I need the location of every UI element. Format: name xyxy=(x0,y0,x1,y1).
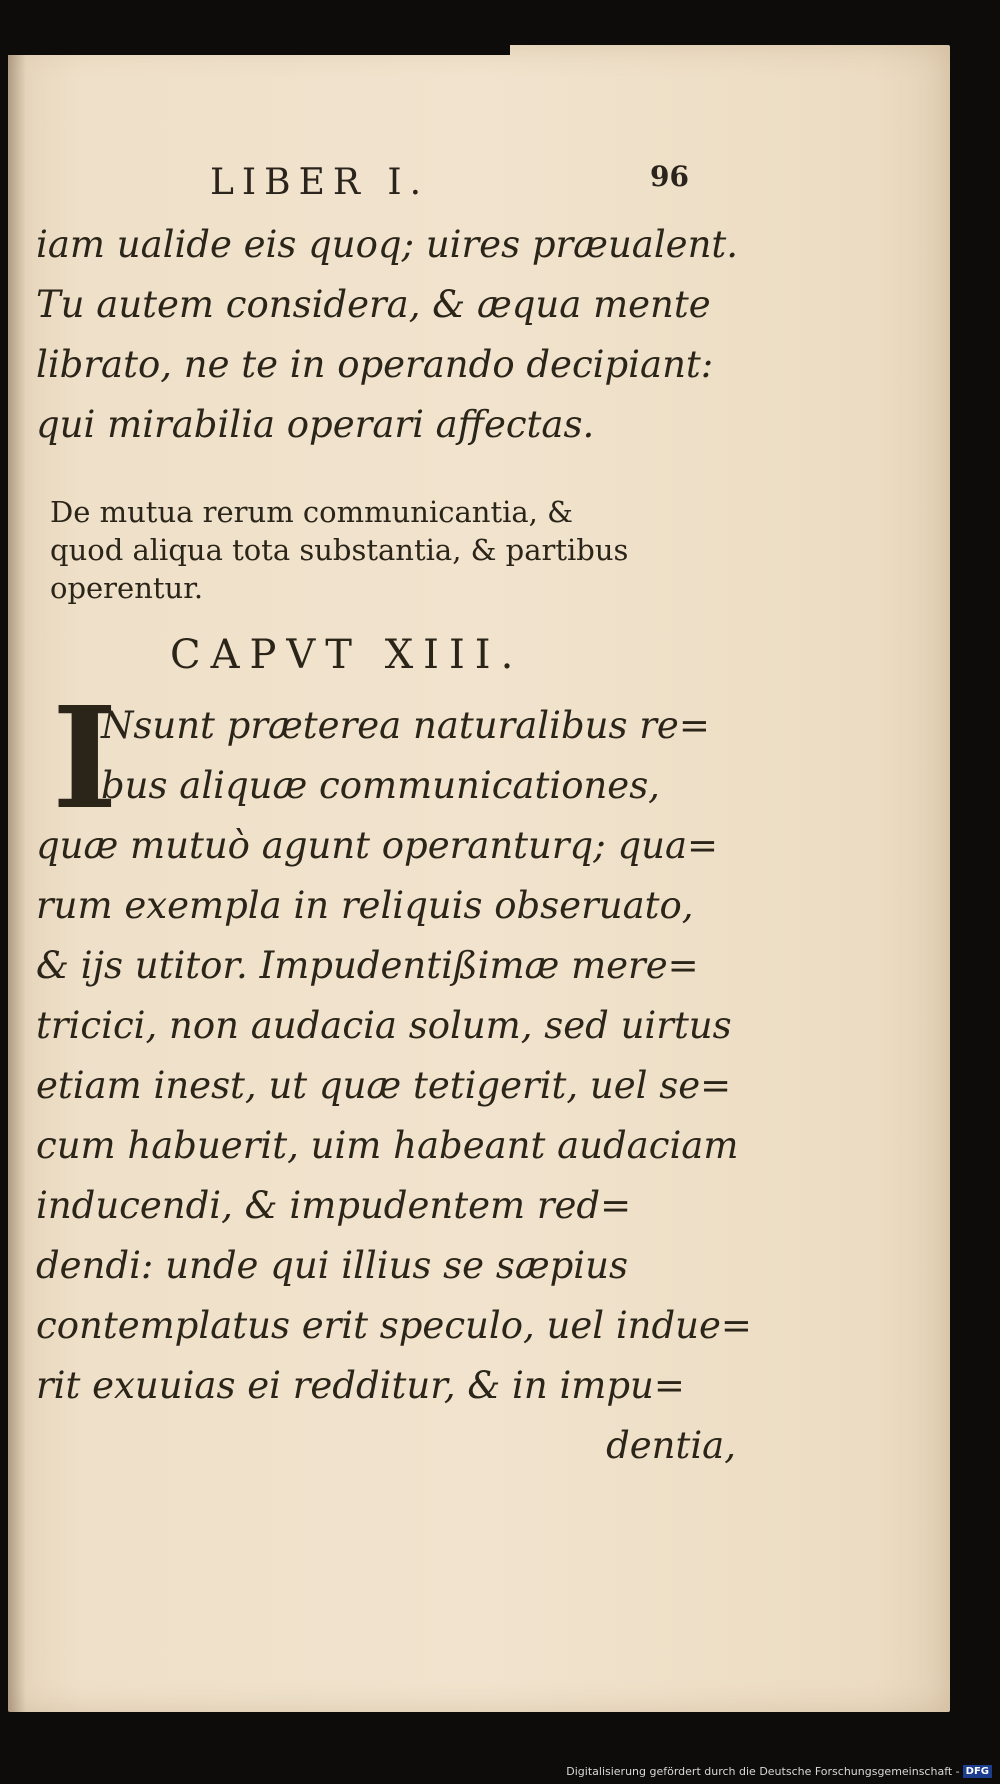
chapter-title: CAPVT XIII. xyxy=(170,632,524,678)
text-line: quæ mutuò agunt operanturq; qua= xyxy=(36,824,719,867)
chapter-body xyxy=(36,677,752,1476)
text-line: Tu autem considera, & æqua mente xyxy=(36,283,711,326)
text-line: rum exempla in reliquis obseruato, xyxy=(36,884,694,927)
text-line: etiam inest, ut quæ tetigerit, uel se= xyxy=(36,1064,732,1107)
credit-text: Digitalisierung gefördert durch die Deutsche Forschungsgemeinschaft - xyxy=(566,1765,960,1778)
text-line: tricici, non audacia solum, sed uirtus xyxy=(36,1004,732,1047)
catchword: dentia, xyxy=(606,1424,736,1467)
text-line: contemplatus erit speculo, uel indue= xyxy=(36,1304,752,1347)
text-line: librato, ne te in operando decipiant: xyxy=(36,343,714,386)
running-head: LIBER I. xyxy=(210,162,430,203)
text-line: bus aliquæ communicationes, xyxy=(101,764,660,807)
text-line: & ijs utitor. Impudentißimæ mere= xyxy=(36,944,699,987)
text-line: dendi: unde qui illius se sæpius xyxy=(36,1244,628,1287)
rubric-line: operentur. xyxy=(50,571,204,605)
text-line: inducendi, & impudentem red= xyxy=(36,1184,632,1227)
text-line: rit exuuias ei redditur, & in impu= xyxy=(36,1364,685,1407)
text-line: Nsunt præterea naturalibus re= xyxy=(101,704,710,747)
top-paragraph xyxy=(36,215,738,455)
rubric-line: De mutua rerum communicantia, & xyxy=(50,495,573,529)
dfg-logo: DFG xyxy=(963,1765,992,1778)
text-line: qui mirabilia operari affectas. xyxy=(36,403,595,446)
page-number: 96 xyxy=(650,160,689,193)
text-line: cum habuerit, uim habeant audaciam xyxy=(36,1124,739,1167)
page-edge-notch xyxy=(8,45,510,55)
chapter-rubric xyxy=(50,493,628,607)
digitization-credit xyxy=(566,1765,992,1778)
text-line: iam ualide eis quoq; uires præualent. xyxy=(36,223,739,266)
rubric-line: quod aliqua tota substantia, & partibus xyxy=(50,533,629,567)
drop-cap: I xyxy=(52,677,118,841)
